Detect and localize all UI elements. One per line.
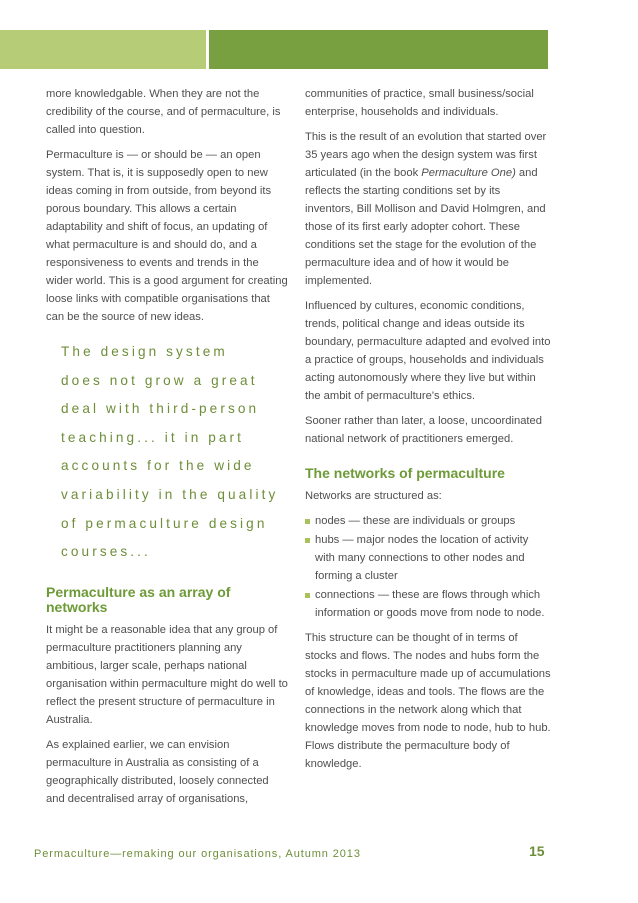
- right-paragraph-5: Networks are structured as:: [305, 490, 442, 502]
- pull-quote-line: courses...: [61, 544, 151, 560]
- list-item: [305, 586, 551, 622]
- bullet-square-icon: [305, 538, 310, 543]
- right-paragraph-2: [305, 128, 551, 290]
- pull-quote-line: variability in the quality: [61, 486, 279, 502]
- right-paragraph-4: Sooner rather than later, a loose, uncoordinated national network of practitioners emerged.: [305, 415, 542, 445]
- list-item-text: connections — these are flows through which information or goods move from node to node.: [315, 589, 545, 619]
- right-column: [305, 85, 551, 780]
- section-heading-networks-of-permaculture: The networks of permaculture: [305, 465, 505, 481]
- bullet-square-icon: [305, 519, 310, 524]
- pull-quote-line: does not grow a great: [61, 372, 258, 388]
- pull-quote-line: teaching... it in part: [61, 429, 245, 445]
- network-structure-list: [305, 512, 551, 622]
- bullet-square-icon: [305, 593, 310, 598]
- list-item-text: nodes — these are individuals or groups: [315, 515, 516, 527]
- left-paragraph-4: As explained earlier, we can envision permaculture in Australia as consisting of a geographically distributed, loosely connected and decentralised array of organisations,: [46, 738, 269, 805]
- right-paragraph-3: Influenced by cultures, economic conditions, trends, political change and ideas outside its boundary, permaculture adapted and evolved into a practice of groups, households and individuals acting autonomously where they live but within the ambit of permaculture's ethics.: [305, 300, 551, 402]
- footer-publication-title: Permaculture—remaking our organisations, Autumn 2013: [34, 848, 361, 860]
- pull-quote: [61, 338, 288, 567]
- page-number: 15: [529, 843, 545, 859]
- header-bar-light: [0, 30, 206, 69]
- right-paragraph-6: This structure can be thought of in terms of stocks and flows. The nodes and hubs form the stocks in permaculture made up of accumulations of knowledge, ideas and tools. The flows are the connections in the network along which that knowledge moves from node to node, hub to hub. Flows distribute the permaculture body of knowledge.: [305, 632, 551, 770]
- section-heading-networks-array: Permaculture as an array of networks: [46, 583, 231, 615]
- left-column: [46, 85, 288, 815]
- pull-quote-line: deal with third-person: [61, 401, 260, 417]
- pull-quote-line: of permaculture design: [61, 515, 268, 531]
- left-paragraph-2: Permaculture is — or should be — an open system. That is, it is supposedly open to new ideas coming in from outside, from beyond its porous boundary. This allows a certain adaptability and shift of focus, an updating of what permaculture is and should do, and a responsiveness to events and trends in the wider world. This is a good argument for creating loose links with compatible organisations that can be the source of new ideas.: [46, 149, 288, 323]
- pull-quote-line: The design system: [61, 344, 228, 359]
- list-item-text: hubs — major nodes the location of activity with many connections to other nodes and forming a cluster: [315, 534, 529, 582]
- list-item: [305, 531, 551, 585]
- list-item: [305, 512, 551, 530]
- right-paragraph-2-start: This is the result of an evolution that started over 35 years ago when the design system was first articulated (in the book: [305, 131, 547, 179]
- right-paragraph-1: communities of practice, small business/social enterprise, households and individuals.: [305, 88, 534, 118]
- book-title: Permaculture One): [421, 167, 516, 179]
- left-paragraph-1: more knowledgable. When they are not the credibility of the course, and of permaculture, is called into question.: [46, 88, 281, 136]
- pull-quote-line: accounts for the wide: [61, 458, 255, 474]
- right-paragraph-2-end: and reflects the starting conditions set by its inventors, Bill Mollison and David Holmgren, and those of its first early adopter cohort. These conditions set the stage for the evolution of the permaculture idea and of how it would be implemented.: [305, 167, 546, 287]
- left-paragraph-3: It might be a reasonable idea that any group of permaculture practitioners planning any ambitious, larger scale, perhaps national organisation within permaculture might do well to reflect the present structure of permaculture in Australia.: [46, 623, 288, 726]
- header-bar-dark: [209, 30, 548, 69]
